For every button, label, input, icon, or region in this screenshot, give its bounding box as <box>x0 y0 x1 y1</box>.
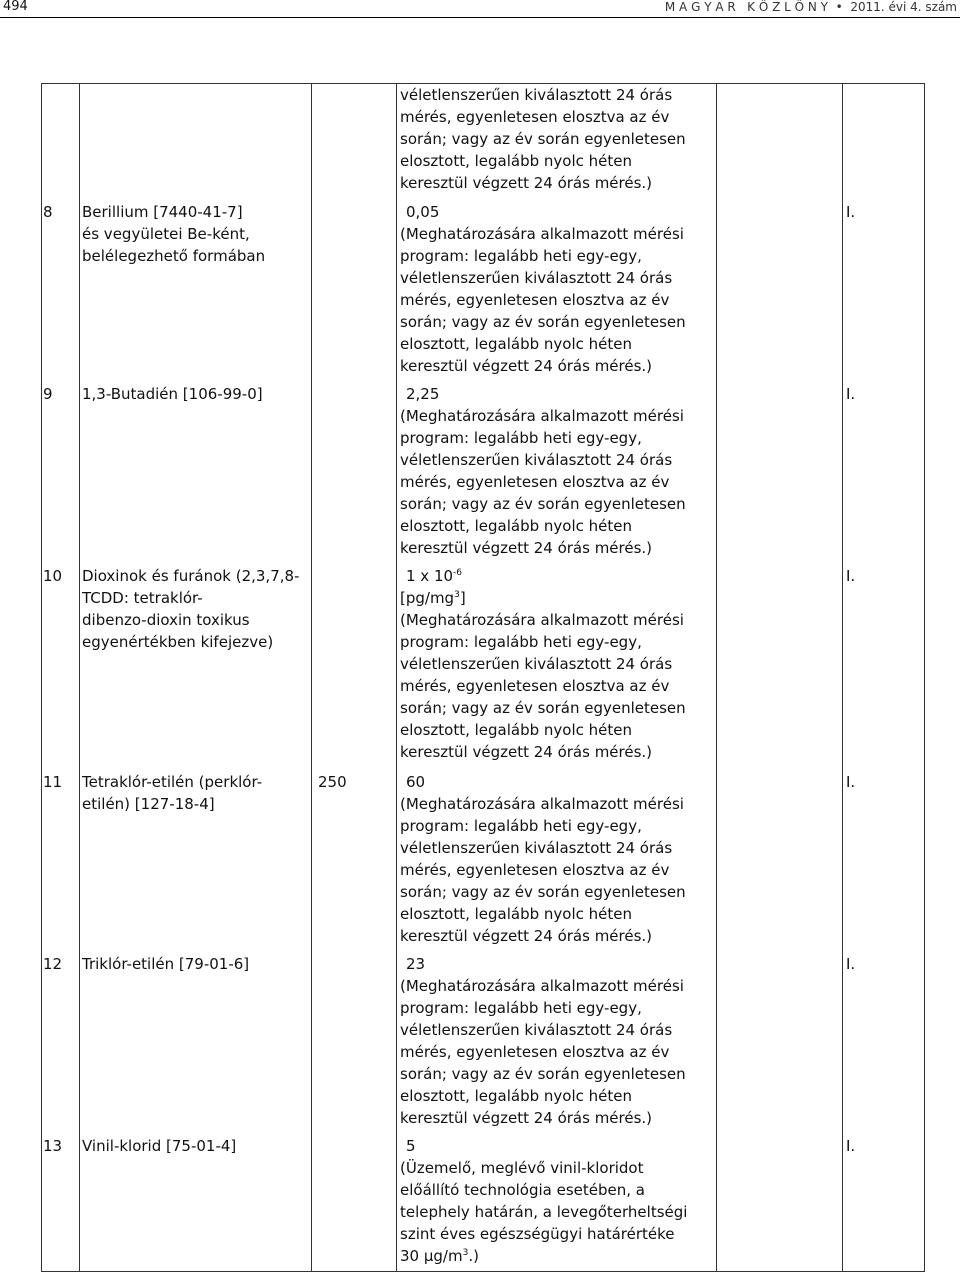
program-line: elosztott, legalább nyolc héten <box>400 152 632 170</box>
class-label: I. <box>846 954 856 973</box>
row-number: 9 <box>43 384 53 403</box>
value-exponent: -6 <box>453 567 463 578</box>
program-line: keresztül végzett 24 órás mérés.) <box>400 538 653 557</box>
class-label: I. <box>846 202 856 221</box>
program-line: (Meghatározására alkalmazott mérési <box>400 794 684 813</box>
page-header <box>0 0 960 20</box>
class-label: I. <box>846 384 856 403</box>
limit-value: 60 <box>406 772 426 791</box>
program-line-last <box>400 1245 716 1267</box>
program-line: (Meghatározására alkalmazott mérési <box>400 610 684 629</box>
substance-name: Berillium [7440-41-7] <box>82 202 243 221</box>
col-a-value: 250 <box>318 772 347 791</box>
program-line: keresztül végzett 24 órás mérés.) <box>400 174 653 192</box>
program-line: keresztül végzett 24 órás mérés.) <box>400 356 653 375</box>
row-number: 10 <box>43 566 63 585</box>
program-line: mérés, egyenletesen elosztva az év <box>400 860 670 879</box>
substance-name: Vinil-klorid [75-01-4] <box>82 1136 237 1155</box>
table-row-13 <box>42 1135 925 1272</box>
table-row-11 <box>42 771 925 953</box>
substance-cell <box>80 565 312 771</box>
unit-line <box>400 587 716 609</box>
program-line: (Meghatározására alkalmazott mérési <box>400 406 684 425</box>
cell-program <box>397 84 717 201</box>
class-label: I. <box>846 772 856 791</box>
substance-line: dibenzo-dioxin toxikus <box>82 610 250 629</box>
limit-value: 23 <box>406 954 426 973</box>
program-line: keresztül végzett 24 órás mérés.) <box>400 742 653 761</box>
program-cell <box>397 383 717 565</box>
page-number: 494 <box>3 0 28 14</box>
program-line: szint éves egészségügyi határértéke <box>400 1224 675 1243</box>
program-line: során; vagy az év során egyenletesen <box>400 882 686 901</box>
row-number: 8 <box>43 202 53 221</box>
unit-base: [pg/mg <box>400 588 455 607</box>
program-line: során; vagy az év során egyenletesen <box>400 130 686 148</box>
substance-cell <box>80 953 312 1135</box>
cell-substance <box>80 84 312 201</box>
cell-number <box>42 84 80 201</box>
program-line: keresztül végzett 24 órás mérés.) <box>400 926 653 945</box>
program-line: (Meghatározására alkalmazott mérési <box>400 224 684 243</box>
table-row-carry-over <box>42 84 925 201</box>
row-number: 12 <box>43 954 63 973</box>
substance-name: Tetraklór-etilén (perklór- <box>82 772 263 791</box>
program-line: során; vagy az év során egyenletesen <box>400 494 686 513</box>
program-line: elosztott, legalább nyolc héten <box>400 904 632 923</box>
cell-class <box>843 84 925 201</box>
program-line: során; vagy az év során egyenletesen <box>400 698 686 717</box>
program-line: mérés, egyenletesen elosztva az év <box>400 472 670 491</box>
unit-close: ] <box>459 588 466 607</box>
program-line: (Meghatározására alkalmazott mérési <box>400 976 684 995</box>
last-base: 30 µg/m <box>400 1246 463 1265</box>
limit-value: 2,25 <box>406 384 440 403</box>
program-line: elosztott, legalább nyolc héten <box>400 516 632 535</box>
program-line: mérés, egyenletesen elosztva az év <box>400 290 670 309</box>
program-line: során; vagy az év során egyenletesen <box>400 312 686 331</box>
program-line: véletlenszerűen kiválasztott 24 órás <box>400 86 673 104</box>
program-cell <box>397 771 717 953</box>
program-line: mérés, egyenletesen elosztva az év <box>400 108 670 126</box>
substance-cell <box>80 201 312 383</box>
limit-value: 0,05 <box>406 202 440 221</box>
table-row-9 <box>42 383 925 565</box>
program-line: véletlenszerűen kiválasztott 24 órás <box>400 450 673 469</box>
substance-cell <box>80 383 312 565</box>
program-line: elosztott, legalább nyolc héten <box>400 720 632 739</box>
substance-line: egyenértékben kifejezve) <box>82 632 274 651</box>
limit-values-table <box>41 83 925 1272</box>
program-line: során; vagy az év során egyenletesen <box>400 1064 686 1083</box>
substance-cell <box>80 1135 312 1272</box>
substance-name: Triklór-etilén [79-01-6] <box>82 954 250 973</box>
substance-line: és vegyületei Be-ként, <box>82 224 250 243</box>
program-line: mérés, egyenletesen elosztva az év <box>400 1042 670 1061</box>
program-line: elosztott, legalább nyolc héten <box>400 1086 632 1105</box>
substance-line: TCDD: tetraklór- <box>82 588 203 607</box>
last-exponent: 3 <box>462 1247 469 1258</box>
program-line: (Üzemelő, meglévő vinil-kloridot <box>400 1158 644 1177</box>
substance-line: belélegezhető formában <box>82 246 266 265</box>
program-cell <box>397 953 717 1135</box>
program-line: előállító technológia esetében, a <box>400 1180 646 1199</box>
row-number: 13 <box>43 1136 63 1155</box>
program-line: véletlenszerűen kiválasztott 24 órás <box>400 268 673 287</box>
program-line: program: legalább heti egy-egy, <box>400 816 642 835</box>
substance-cell <box>80 771 312 953</box>
table-row-10 <box>42 565 925 771</box>
program-line: telephely határán, a levegőterheltségi <box>400 1202 688 1221</box>
substance-line: etilén) [127-18-4] <box>82 794 215 813</box>
table-row-12 <box>42 953 925 1135</box>
program-cell <box>397 201 717 383</box>
program-cell <box>397 565 717 771</box>
limit-value <box>400 565 716 587</box>
substance-name: Dioxinok és furánok (2,3,7,8- <box>82 566 300 585</box>
program-cell <box>397 1135 717 1272</box>
running-head: M A G Y A R K Ö Z L Ö N Y • 2011. évi 4. szám <box>664 0 957 14</box>
program-line: program: legalább heti egy-egy, <box>400 428 642 447</box>
program-line: mérés, egyenletesen elosztva az év <box>400 676 670 695</box>
cell-col-c <box>717 84 843 201</box>
table-row-8 <box>42 201 925 383</box>
program-line: keresztül végzett 24 órás mérés.) <box>400 1108 653 1127</box>
program-line: program: legalább heti egy-egy, <box>400 632 642 651</box>
class-label: I. <box>846 1136 856 1155</box>
class-label: I. <box>846 566 856 585</box>
program-line: program: legalább heti egy-egy, <box>400 246 642 265</box>
substance-name: 1,3-Butadién [106-99-0] <box>82 384 263 403</box>
row-number: 11 <box>43 772 63 791</box>
limit-value: 5 <box>406 1136 416 1155</box>
header-rule <box>0 17 960 18</box>
program-line: véletlenszerűen kiválasztott 24 órás <box>400 654 673 673</box>
program-line: elosztott, legalább nyolc héten <box>400 334 632 353</box>
value-base: 1 x 10 <box>406 566 454 585</box>
program-line: véletlenszerűen kiválasztott 24 órás <box>400 838 673 857</box>
unit-exponent: 3 <box>454 589 460 600</box>
cell-col-a <box>312 84 397 201</box>
last-close: .) <box>468 1246 479 1265</box>
program-line: program: legalább heti egy-egy, <box>400 998 642 1017</box>
program-line: véletlenszerűen kiválasztott 24 órás <box>400 1020 673 1039</box>
